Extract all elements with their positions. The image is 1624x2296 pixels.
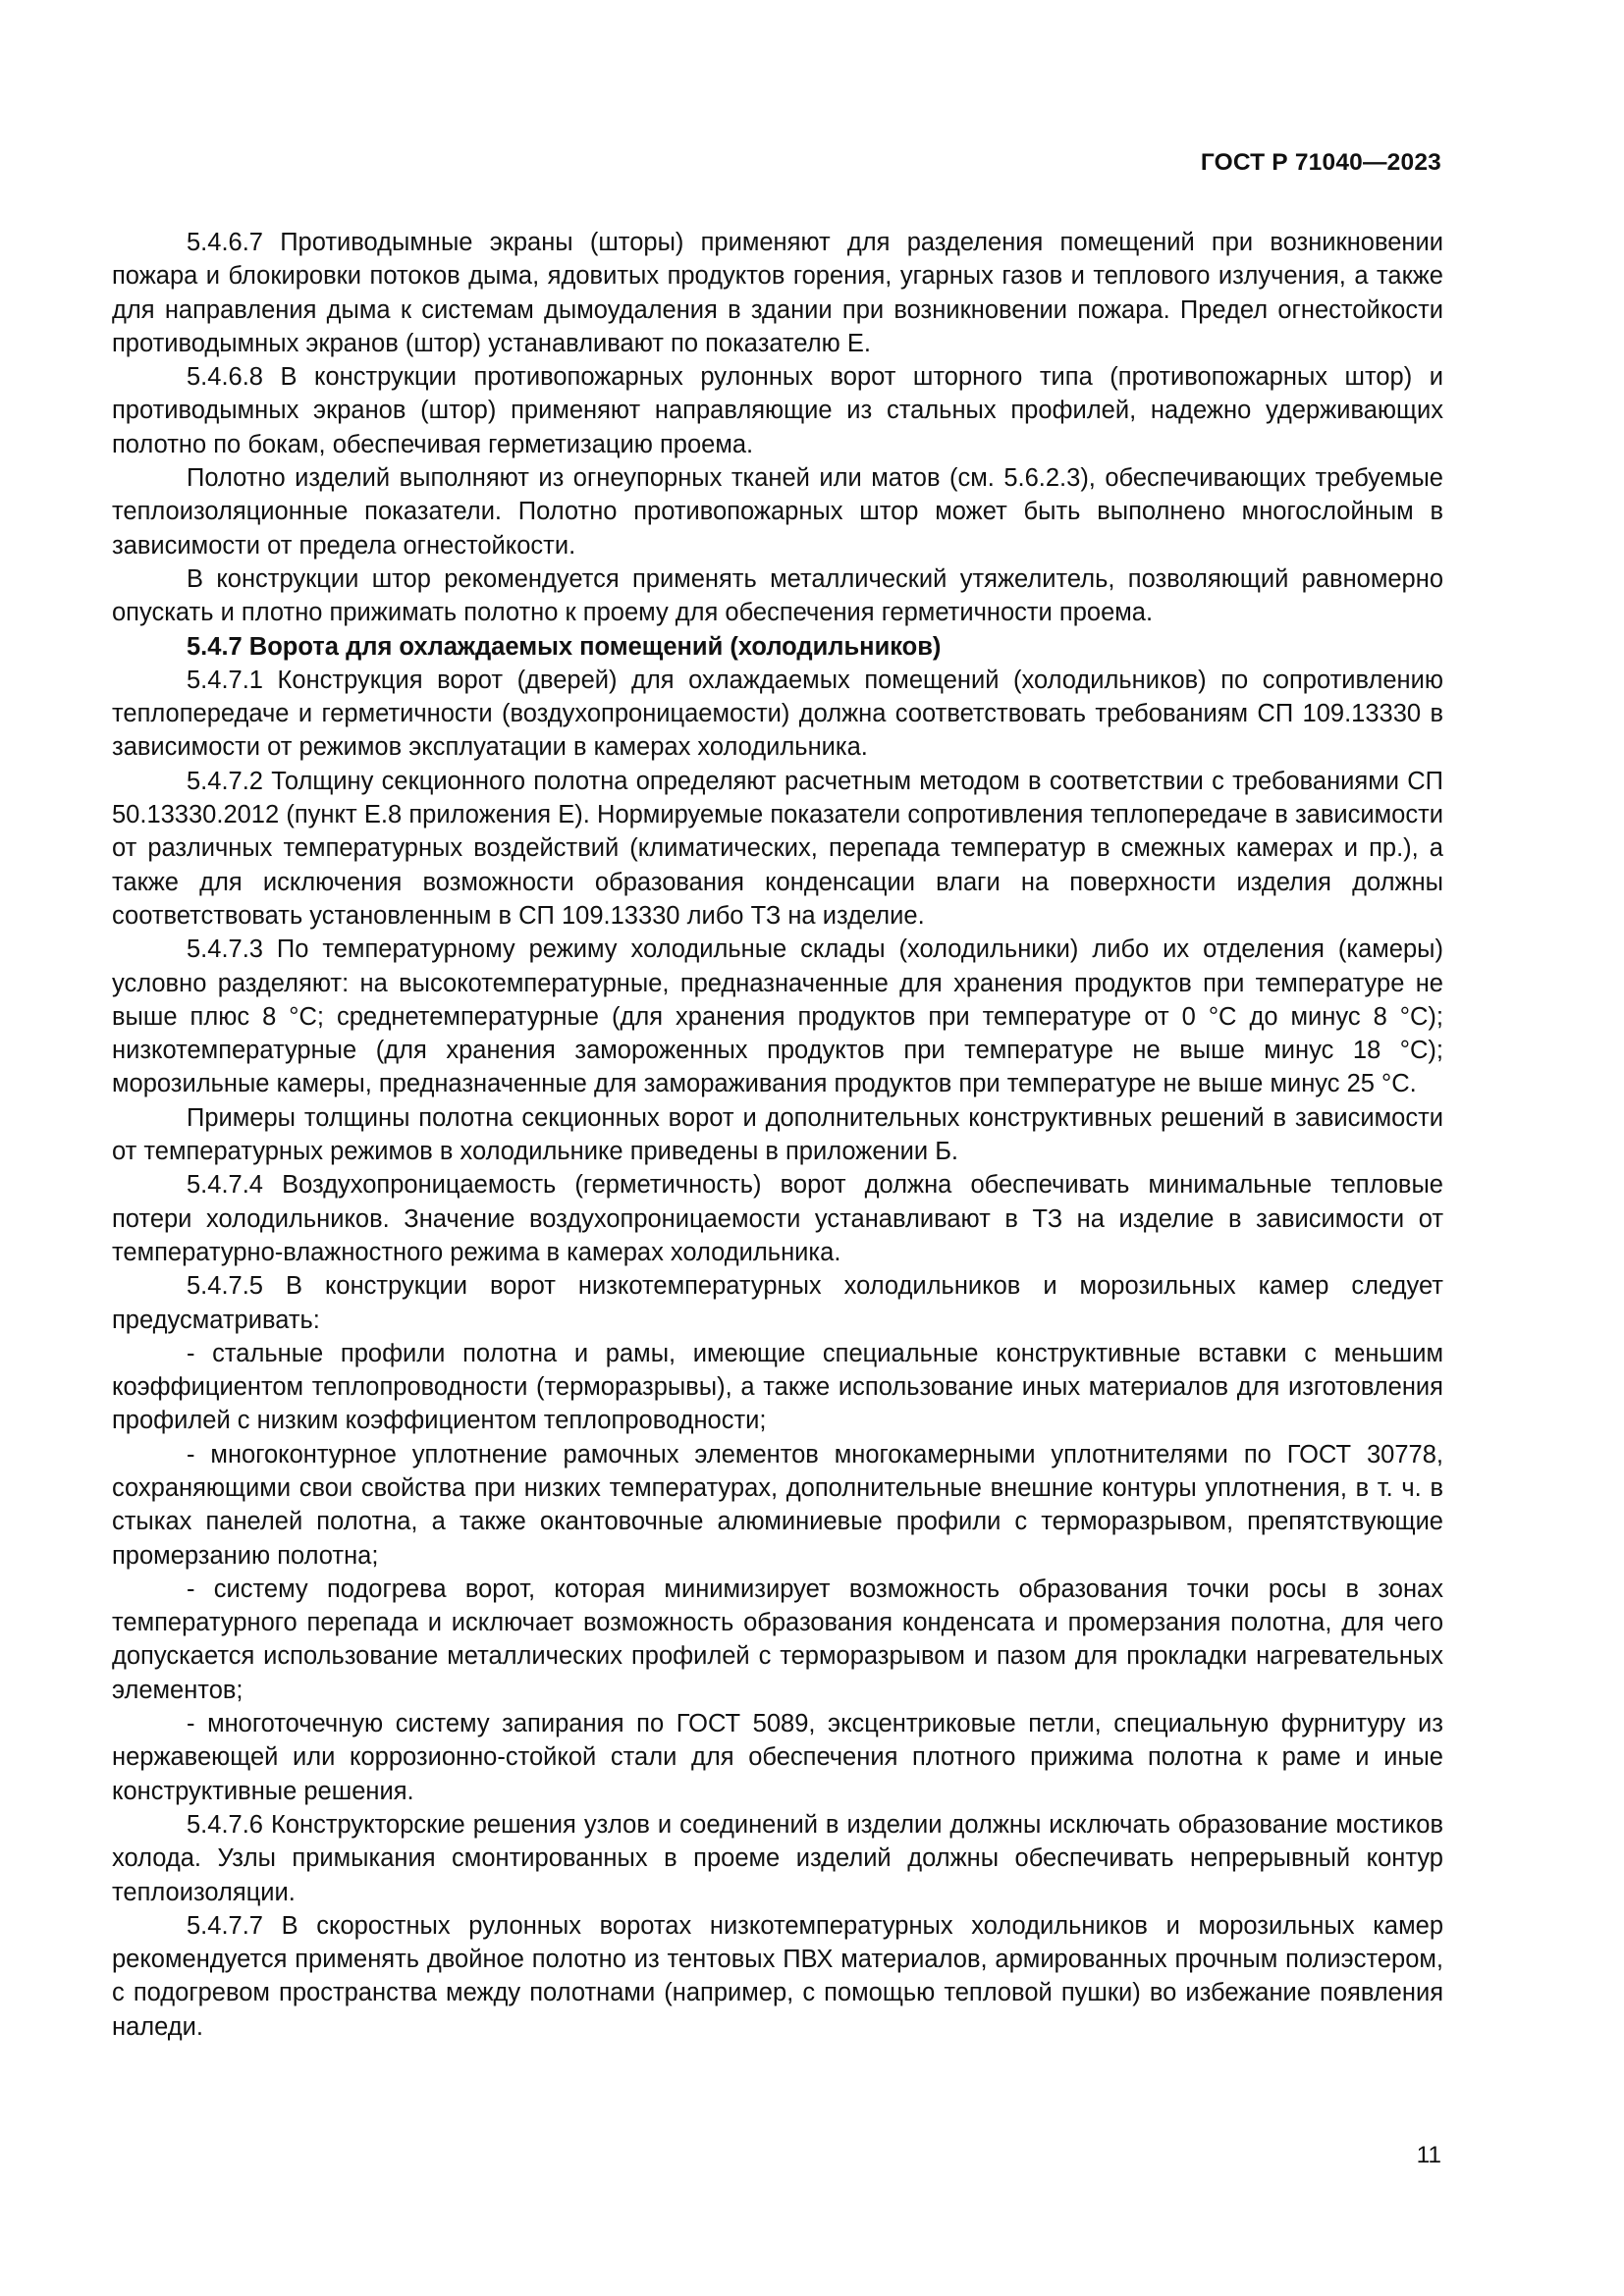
paragraph-5-4-7-3: 5.4.7.3 По температурному режиму холодильные склады (холодильники) либо их отделения (камеры) условно разделяют: на высокотемпературные, предназначенные для хранения продуктов при температуре не выше плюс 8 °С; среднетемпературные (для хранения продуктов при температуре от 0 °С до минус 8 °С); низкотемпературные (для хранения замороженных продуктов при температуре не выше минус 18 °С); морозильные камеры, предназначенные для замораживания продуктов при температуре не выше минус 25 °С. — [112, 935, 1443, 1098]
list-item-heating-system: - систему подогрева ворот, которая минимизирует возможность образования точки росы в зонах температурного перепада и исключает возможность образования конденсата и промерзания полотна, для чего допускается использование металлических профилей с терморазрывом и пазом для прокладки нагревательных элементов; — [112, 1575, 1443, 1704]
list-item-multi-contour-seal: - многоконтурное уплотнение рамочных элементов многокамерными уплотнителями по ГОСТ 30778, сохраняющими свои свойства при низких температурах, дополнительные внешние контуры уплотнения, в т. ч. в стыках панелей полотна, а также окантовочные алюминиевые профили с терморазрывом, препятствующие промерзанию полотна; — [112, 1440, 1443, 1570]
list-item-steel-profiles: - стальные профили полотна и рамы, имеющие специальные конструктивные вставки с меньшим коэффициентом теплопроводности (терморазрывы), а также использование иных материалов для изготовления профилей с низким коэффициентом теплопроводности; — [112, 1339, 1443, 1435]
paragraph-5-4-7-4: 5.4.7.4 Воздухопроницаемость (герметичность) ворот должна обеспечивать минимальные тепловые потери холодильников. Значение воздухопроницаемости устанавливают в ТЗ на изделие в зависимости от температурно-влажностного режима в камерах холодильника. — [112, 1171, 1443, 1266]
paragraph-weight-bar: В конструкции штор рекомендуется применять металлический утяжелитель, позволяющий равномерно опускать и плотно прижимать полотно к проему для обеспечения герметичности проема. — [112, 564, 1443, 627]
document-standard-code: ГОСТ Р 71040—2023 — [1200, 149, 1441, 176]
section-heading-5-4-7: 5.4.7 Ворота для охлаждаемых помещений (холодильников) — [187, 632, 942, 661]
paragraph-5-4-7-5: 5.4.7.5 В конструкции ворот низкотемпературных холодильников и морозильных камер следует предусматривать: — [112, 1272, 1443, 1334]
paragraph-5-4-7-6: 5.4.7.6 Конструкторские решения узлов и соединений в изделии должны исключать образование мостиков холода. Узлы примыкания смонтированных в проеме изделий должны обеспечивать непрерывный контур теплоизоляции. — [112, 1810, 1443, 1906]
paragraph-5-4-6-8: 5.4.6.8 В конструкции противопожарных рулонных ворот шторного типа (противопожарных штор) и противодымных экранов (штор) применяют направляющие из стальных профилей, надежно удерживающих полотно по бокам, обеспечивая герметизацию проема. — [112, 363, 1443, 458]
paragraph-examples: Примеры толщины полотна секционных ворот и дополнительных конструктивных решений в зависимости от температурных режимов в холодильнике приведены в приложении Б. — [112, 1103, 1443, 1166]
paragraph-5-4-7-2: 5.4.7.2 Толщину секционного полотна определяют расчетным методом в соответствии с требованиями СП 50.13330.2012 (пункт Е.8 приложения Е). Нормируемые показатели сопротивления теплопередаче в зависимости от различных температурных воздействий (климатических, перепада температур в смежных камерах и пр.), а также для исключения возможности образования конденсации влаги на поверхности изделия должны соответствовать установленным в СП 109.13330 либо ТЗ на изделие. — [112, 767, 1443, 930]
paragraph-fabric-materials: Полотно изделий выполняют из огнеупорных тканей или матов (см. 5.6.2.3), обеспечивающих требуемые теплоизоляционные показатели. Полотно противопожарных штор может быть выполнено многослойным в зависимости от предела огнестойкости. — [112, 464, 1443, 560]
paragraph-5-4-7-7: 5.4.7.7 В скоростных рулонных воротах низкотемпературных холодильников и морозильных камер рекомендуется применять двойное полотно из тентовых ПВХ материалов, армированных прочным полиэстером, с подогревом пространства между полотнами (например, с помощью тепловой пушки) во избежание появления наледи. — [112, 1911, 1443, 2041]
document-body — [112, 226, 1443, 2044]
paragraph-5-4-7-1: 5.4.7.1 Конструкция ворот (дверей) для охлаждаемых помещений (холодильников) по сопротивлению теплопередаче и герметичности (воздухопроницаемости) должна соответствовать требованиям СП 109.13330 в зависимости от режимов эксплуатации в камерах холодильника. — [112, 666, 1443, 762]
page-number: 11 — [1416, 2142, 1441, 2168]
list-item-locking-system: - многоточечную систему запирания по ГОСТ 5089, эксцентриковые петли, специальную фурнитуру из нержавеющей или коррозионно-стойкой стали для обеспечения плотного прижима полотна к раме и иные конструктивные решения. — [112, 1710, 1443, 1805]
paragraph-5-4-6-7: 5.4.6.7 Противодымные экраны (шторы) применяют для разделения помещений при возникновении пожара и блокировки потоков дыма, ядовитых продуктов горения, угарных газов и теплового излучения, а также для направления дыма к системам дымоудаления в здании при возникновении пожара. Предел огнестойкости противодымных экранов (штор) устанавливают по показателю E. — [112, 229, 1443, 357]
